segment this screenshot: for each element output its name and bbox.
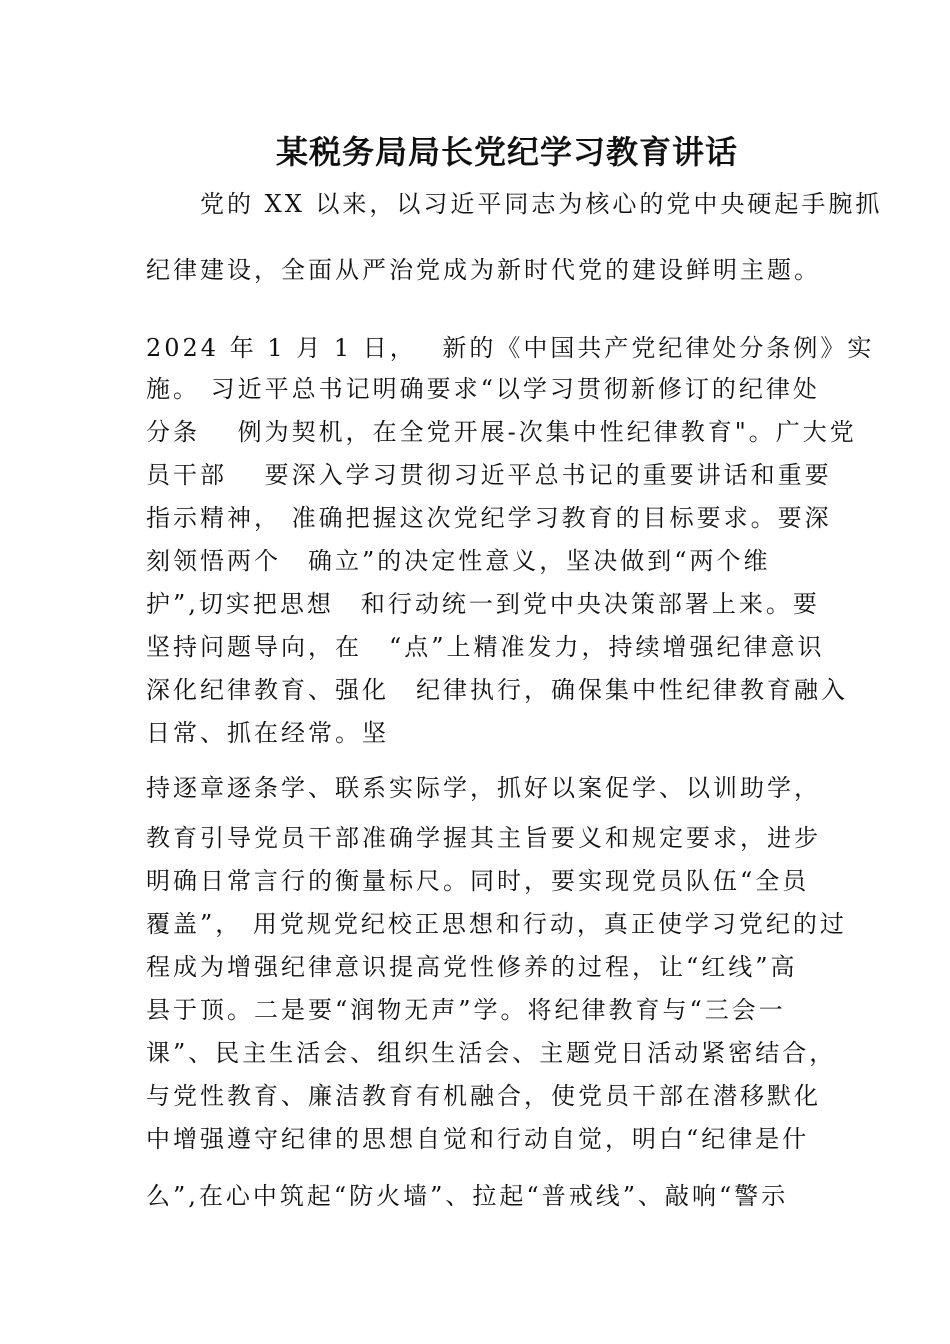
body-line: 程成为增强纪律意识提高党性修养的过程，让“红线”高 [146,953,798,981]
body-line: 分条 例为契机，在全党开展-次集中性纪律教育"。广大党 [146,418,857,446]
body-line: 中增强遵守纪律的思想自觉和行动自觉，明白“纪律是什 [146,1125,810,1153]
body-line: 党的 XX 以来，以习近平同志为核心的党中央硬起手腕抓 [146,190,883,218]
body-line: 日常、抓在经常。坚 [146,719,389,747]
body-line: 持逐章逐条学、联系实际学，抓好以案促学、以训助学， [146,774,821,802]
body-line: 员干部 要深入学习贯彻习近平总书记的重要讲话和重要 [146,461,832,489]
document-title: 某税务局局长党纪学习教育讲话 [275,133,738,171]
body-line: 刻领悟两个 确立”的决定性意义，坚决做到“两个维 [146,547,771,575]
body-line: 课”、民主生活会、组织生活会、主题党日活动紧密结合， [146,1039,837,1067]
body-line: 2024 年 1 月 1 日， 新的《中国共产党纪律处分条例》实 [146,334,875,362]
body-line: 指示精神， 准确把握这次党纪学习教育的目标要求。要深 [146,504,832,532]
body-line: 纪律建设，全面从严治党成为新时代党的建设鲜明主题。 [146,256,821,284]
body-line: 覆盖”， 用党规党纪校正思想和行动，真正使学习党纪的过 [146,910,847,938]
body-line: 县于顶。二是要“润物无声”学。将纪律教育与“三会一 [146,996,786,1024]
body-line: 明确日常言行的衡量标尺。同时，要实现党员队伍“全员 [146,867,810,895]
body-line: 教育引导党员干部准确学握其主旨要义和规定要求，进步 [146,824,821,852]
body-line: 深化纪律教育、强化 纪律执行，确保集中性纪律教育融入 [146,676,848,704]
body-line: 与党性教育、廉洁教育有机融合，使党员干部在潜移默化 [146,1082,821,1110]
body-line: 护”,切实把思想 和行动统一到党中央决策部署上来。要 [146,590,820,618]
body-line: 施。 习近平总书记明确要求“以学习贯彻新修订的纪律处 [146,375,820,403]
body-line: 么”,在心中筑起“防火墙”、拉起“普戒线”、敲响“警示 [146,1182,789,1210]
body-line: 坚持问题导向，在 “点”上精准发力，持续增强纪律意识 [146,633,825,661]
